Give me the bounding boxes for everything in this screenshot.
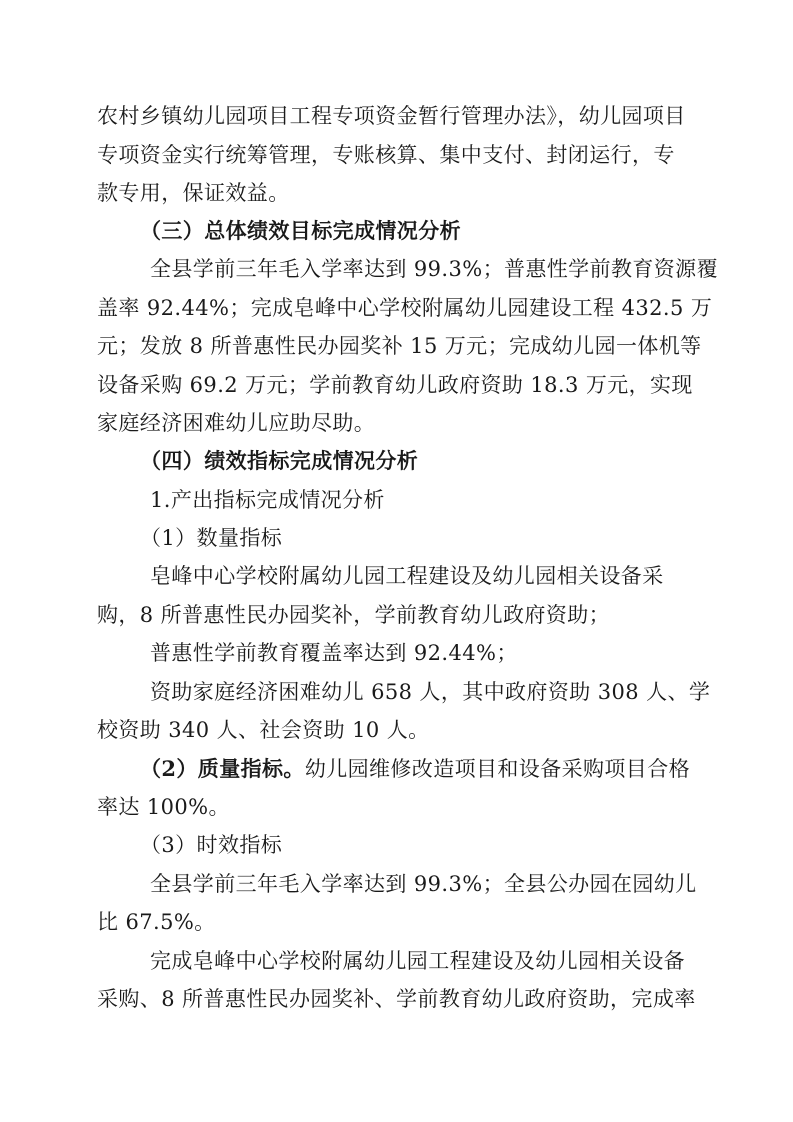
subsection-heading: 1.产出指标完成情况分析 (150, 488, 385, 512)
subsection-heading: （3）时效指标 (140, 833, 283, 857)
body-line: 率达 100%。 (97, 795, 230, 819)
quality-indicator-heading: （2）质量指标。 (140, 756, 305, 781)
section-heading-4: （四）绩效指标完成情况分析 (140, 448, 419, 473)
quality-indicator-text: 幼儿园维修改造项目和设备采购项目合格 (304, 757, 691, 781)
body-line: 比 67.5%。 (97, 910, 216, 934)
body-line: 采购、8 所普惠性民办园奖补、学前教育幼儿政府资助，完成率 (97, 987, 696, 1011)
body-line: 设备采购 69.2 万元；学前教育幼儿政府资助 18.3 万元，实现 (97, 373, 693, 397)
body-line: 全县学前三年毛入学率达到 99.3%；普惠性学前教育资源覆 (150, 257, 718, 281)
body-line: 盖率 92.44%；完成皂峰中心学校附属幼儿园建设工程 432.5 万 (97, 296, 713, 320)
body-line: 资助家庭经济困难幼儿 658 人，其中政府资助 308 人、学 (150, 680, 711, 704)
body-line: 校资助 340 人、社会资助 10 人。 (97, 718, 430, 742)
body-line: 款专用，保证效益。 (97, 181, 290, 205)
body-line: 购，8 所普惠性民办园奖补，学前教育幼儿政府资助； (97, 603, 611, 627)
body-line: 农村乡镇幼儿园项目工程专项资金暂行管理办法》，幼儿园项目 (97, 104, 686, 128)
body-line: 专项资金实行统筹管理，专账核算、集中支付、封闭运行，专 (97, 143, 675, 167)
body-line: 完成皂峰中心学校附属幼儿园工程建设及幼儿园相关设备 (150, 949, 685, 973)
body-line: 家庭经济困难幼儿应助尽助。 (97, 411, 376, 435)
section-heading-3: （三）总体绩效目标完成情况分析 (140, 218, 461, 243)
quality-indicator-line (140, 754, 690, 784)
body-line: 皂峰中心学校附属幼儿园工程建设及幼儿园相关设备采 (150, 564, 664, 588)
body-line: 普惠性学前教育覆盖率达到 92.44%； (150, 641, 518, 665)
subsection-heading: （1）数量指标 (140, 526, 283, 550)
body-line: 元；发放 8 所普惠性民办园奖补 15 万元；完成幼儿园一体机等 (97, 334, 702, 358)
body-line: 全县学前三年毛入学率达到 99.3%；全县公办园在园幼儿 (150, 872, 697, 896)
